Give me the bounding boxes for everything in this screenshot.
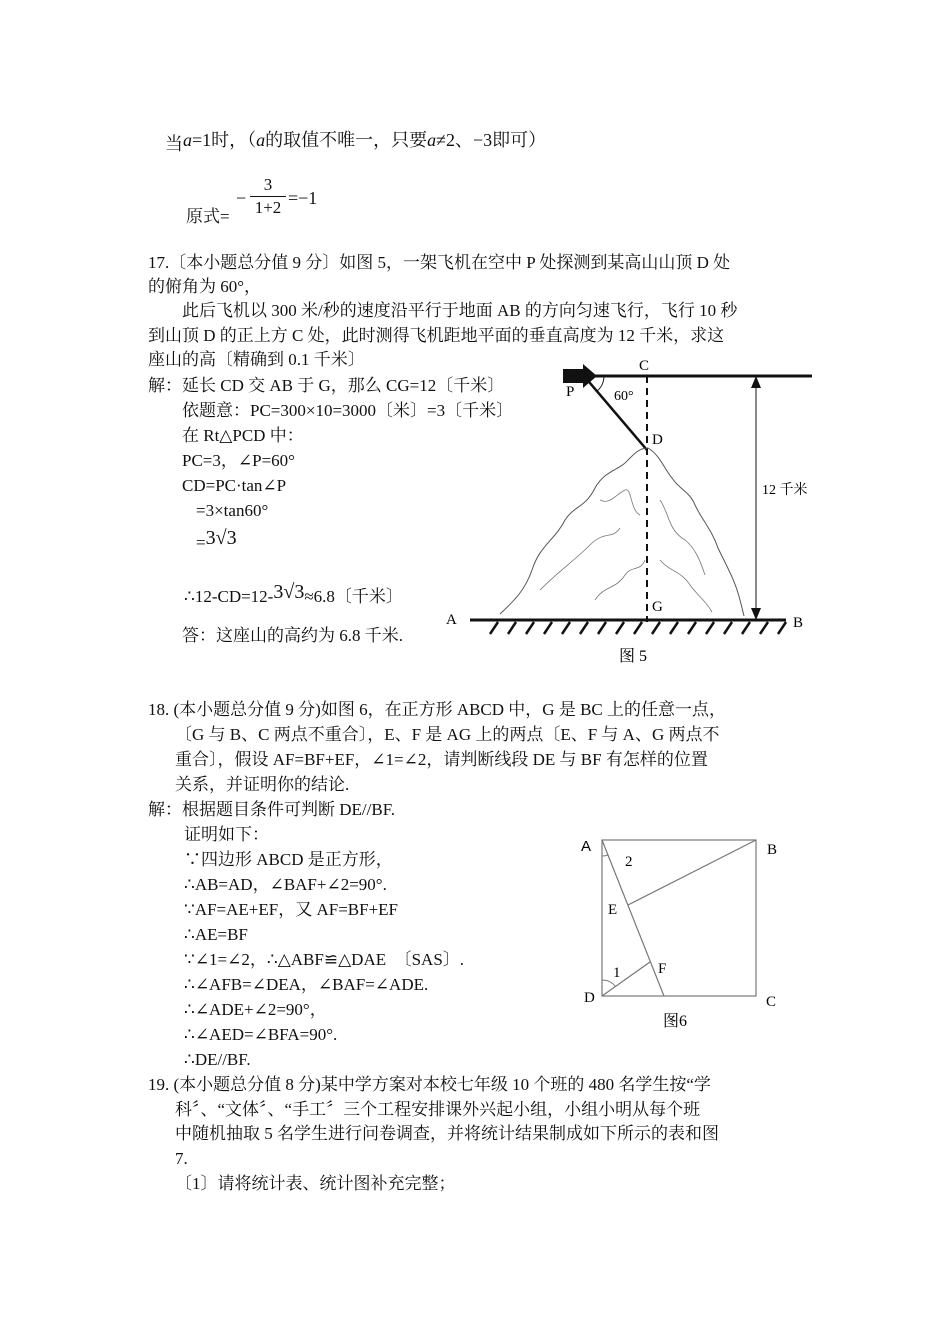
- q17-therefore-suffix: ≈6.8〔千米〕: [304, 587, 403, 606]
- q17-sol-5: CD=PC·tan∠P: [182, 476, 287, 495]
- q17-sqrt-radicand-2: 3: [294, 581, 305, 603]
- q17-sol-6: =3×tan60°: [196, 501, 269, 520]
- q17-sqrt-radicand: 3: [226, 527, 237, 549]
- q18-sol-10: ∴∠AED=∠BFA=90°.: [184, 1025, 338, 1044]
- q18-sol-8: ∴∠AFB=∠DEA，∠BAF=∠ADE.: [184, 975, 429, 994]
- q18-sol-5: ∵AF=AE+EF，又 AF=BF+EF: [184, 900, 399, 919]
- fig5-caption: 图 5: [619, 648, 648, 665]
- q19-line-3: 中随机抽取 5 名学生进行问卷调查，并将统计结果制成如下所示的表和图: [175, 1124, 719, 1143]
- q16-var-a: a: [183, 130, 192, 150]
- angle-2-arc: [602, 855, 608, 856]
- q18-sol-4: ∴AB=AD，∠BAF+∠2=90°.: [184, 875, 387, 894]
- q16-text-3: ≠2、−3即可）: [436, 130, 547, 150]
- fig5-label-D: D: [652, 432, 663, 448]
- q16-var-a: a: [427, 130, 437, 150]
- q17-sol-1: 解：延长 CD 交 AB 于 G，那么 CG=12〔千米〕: [148, 376, 505, 395]
- q16-text-1: =1时，（: [192, 130, 257, 150]
- q17-sol-4: PC=3，∠P=60°: [182, 451, 295, 470]
- q16-frac-denominator: 1+2: [250, 196, 286, 219]
- q18-line-1: 18. (本小题总分值 9 分)如图 6，在正方形 ABCD 中，G 是 BC 上的任意一点，: [148, 700, 727, 719]
- line-BE: [628, 840, 756, 905]
- q18-line-2: 〔G 与 B、C 两点不重合〕，E、F 是 AG 上的两点〔E、F 与 A、G 两点不: [175, 725, 720, 744]
- q17-sqrt-2: √3: [283, 581, 305, 603]
- fig6-label-E: E: [608, 902, 618, 918]
- q17-sol-2: 依题意：PC=300×10=3000〔米〕=3〔千米〕: [182, 401, 514, 420]
- fig5-label-C: C: [639, 358, 650, 374]
- fig5-label-B: B: [793, 615, 804, 631]
- q17-line-2: 的俯角为 60°，: [148, 277, 262, 296]
- q18-sol-9: ∴∠ADE+∠2=90°，: [184, 1000, 327, 1019]
- q17-line-5: 座山的高〔精确到 0.1 千米〕: [148, 350, 365, 369]
- fig6-label-F: F: [658, 961, 667, 977]
- q17-therefore-prefix: ∴12-CD=12-: [184, 587, 274, 606]
- fig5-label-P: P: [566, 384, 575, 400]
- q18-sol-1: 解：根据题目条件可判断 DE//BF.: [148, 800, 396, 819]
- q17-line-1: 17.〔本小题总分值 9 分〕如图 5，一架飞机在空中 P 处探测到某高山山顶 D 处: [148, 253, 731, 272]
- q16-text-2: 的取值不唯一，只要: [265, 130, 428, 150]
- fig5-label-60: 60°: [614, 389, 634, 404]
- fig6-label-1: 1: [613, 965, 621, 981]
- q18-sol-6: ∴AE=BF: [184, 925, 248, 944]
- q17-line-4: 到山顶 D 的正上方 C 处，此时测得飞机距地平面的垂直高度为 12 千米，求这: [148, 326, 725, 345]
- q17-sqrt-coef: 3: [205, 527, 216, 549]
- q19-line-5: 〔1〕请将统计表、统计图补充完整；: [175, 1174, 456, 1193]
- q18-sol-11: ∴DE//BF.: [184, 1050, 251, 1069]
- q17-answer: 答：这座山的高约为 6.8 千米.: [182, 626, 403, 645]
- q16-frac-numerator: 3: [263, 175, 273, 194]
- fig6-label-C: C: [766, 994, 777, 1010]
- fig6-label-D: D: [584, 990, 595, 1006]
- q18-sol-2: 证明如下：: [184, 825, 269, 844]
- line-DF: [602, 962, 650, 996]
- q16-var-a: a: [256, 130, 266, 150]
- q16-frac-result: =−1: [288, 188, 318, 208]
- q19-line-1: 19. (本小题总分值 8 分)某中学方案对本校七年级 10 个班的 480 名学生按“学: [148, 1075, 711, 1094]
- q19-line-4: 7.: [175, 1149, 188, 1168]
- q17-sqrt: √3: [215, 527, 237, 549]
- q16-frac-sign: −: [236, 188, 247, 208]
- q17-sol-3: 在 Rt△PCD 中：: [182, 426, 304, 445]
- q17-equals: =: [196, 533, 206, 552]
- fig6-label-B: B: [767, 842, 778, 858]
- fig5-label-height: 12 千米: [762, 483, 808, 498]
- q19-line-2: 科〞、“文体〞、“手工〞三个工程安排课外兴起小组，小组小明从每个班: [175, 1100, 701, 1119]
- q18-line-3: 重合〕，假设 AF=BF+EF，∠1=∠2，请判断线段 DE 与 BF 有怎样的位置: [175, 750, 708, 769]
- q18-line-4: 关系，并证明你的结论.: [175, 775, 350, 794]
- q17-line-3: 此后飞机以 300 米/秒的速度沿平行于地面 AB 的方向匀速飞行，飞行 10 秒: [182, 301, 738, 320]
- fig6-caption: 图6: [663, 1013, 688, 1030]
- fig6-label-2: 2: [625, 854, 633, 870]
- fig5-label-G: G: [652, 599, 663, 615]
- q16-formula-label: 原式=: [186, 207, 230, 226]
- line-AG: [602, 840, 667, 996]
- q17-sqrt-coef-2: 3: [273, 581, 284, 603]
- q18-sol-3: ∵四边形 ABCD 是正方形，: [184, 850, 393, 869]
- q18-sol-7: ∵∠1=∠2，∴△ABF≌△DAE 〔SAS〕.: [184, 950, 465, 969]
- q16-word-dang: 当: [165, 134, 183, 154]
- fig6-label-A: A: [581, 838, 592, 855]
- fig5-label-A: A: [446, 612, 457, 628]
